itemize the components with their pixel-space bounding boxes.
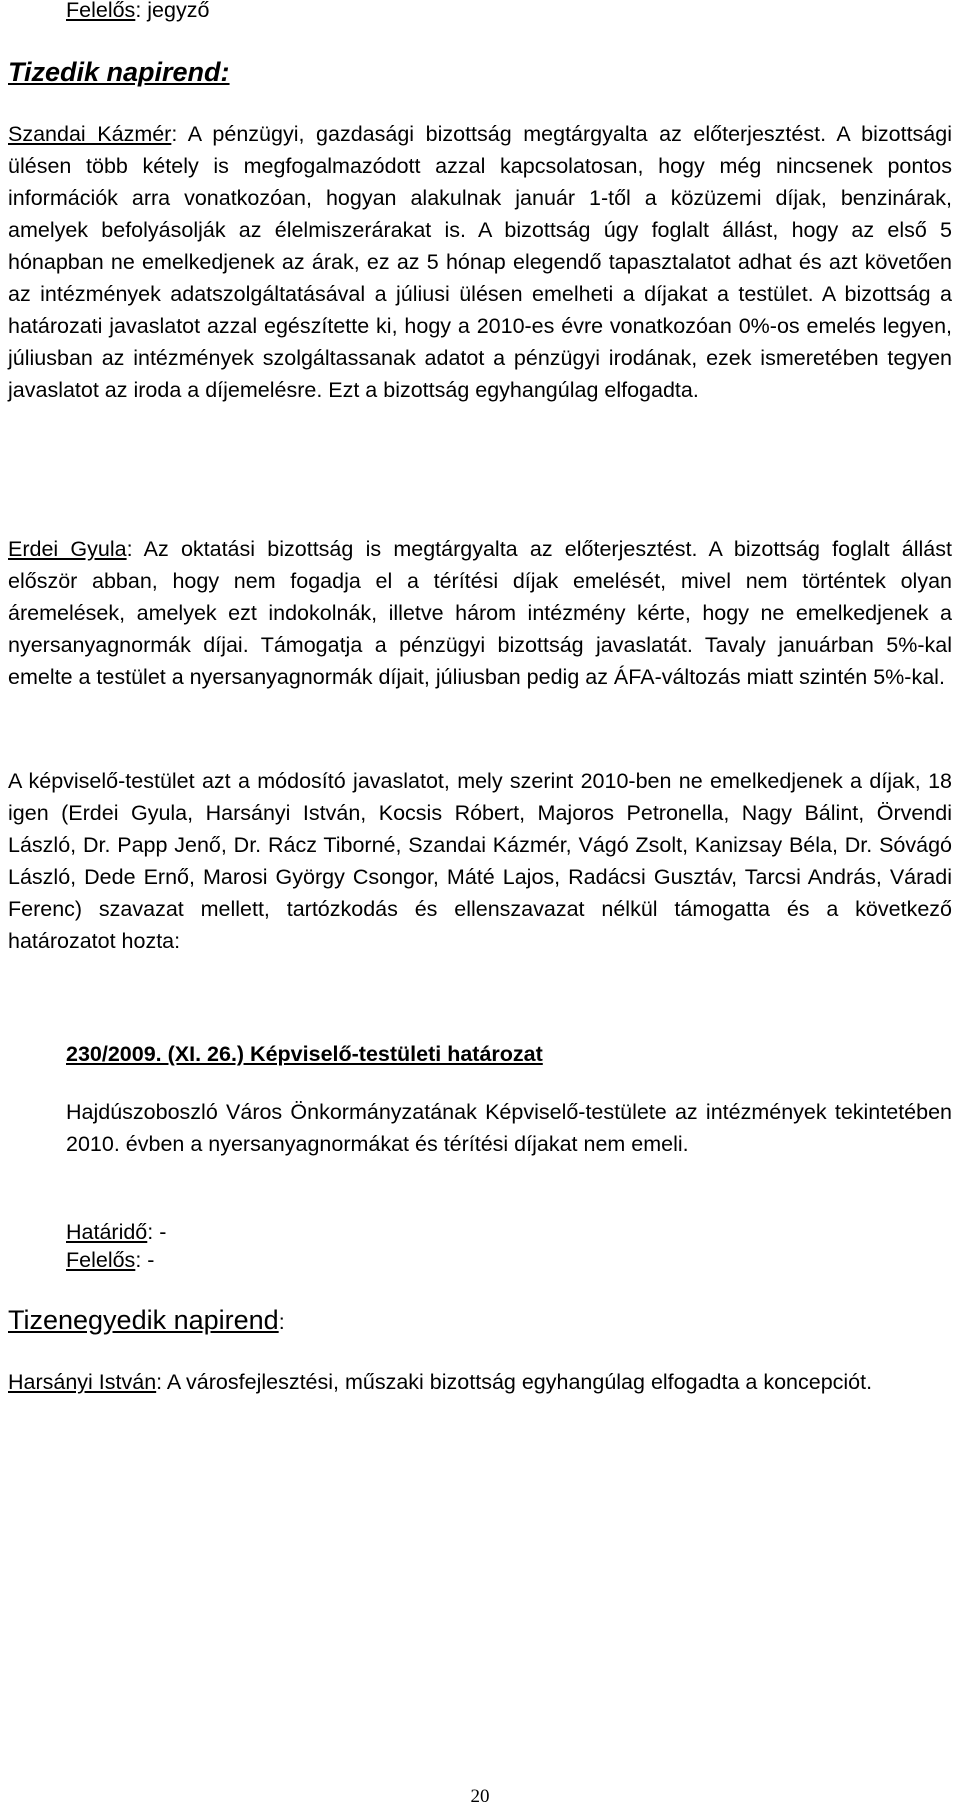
top-responsible-line (66, 0, 952, 26)
paragraph-text: : A pénzügyi, gazdasági bizottság megtárgyalta az előterjesztést. A bizottsági ülésen több kétely is megfogalmazódott azzal kapcsolatosan, hogy még nincsenek pontos információk arra vonatkozóan, hogyan alakulnak január 1-től a közüzemi díjak, benzinárak, amelyek befolyásolják az élelmiszerárakat is. A bizottság úgy foglalt állást, hogy az első 5 hónapban ne emelkedjenek az árak, ez az 5 hónap elegendő tapasztalatot adhat és azt követően az intézmények adatszolgáltatásával a júliusi ülésen emelheti a díjakat a testület. A bizottság a határozati javaslatot azzal egészítette ki, hogy a 2010-es évre vonatkozóan 0%-os emelés legyen, júliusban az intézmények szolgáltassanak adatot a pénzügyi irodának, ezek ismeretében tegyen javaslatot az iroda a díjemelésre. Ezt a bizottság egyhangúlag elfogadta. (8, 122, 952, 402)
speaker-name: Szandai Kázmér (8, 122, 172, 146)
responsible-value: : - (135, 1248, 155, 1272)
paragraph-vote: A képviselő-testület azt a módosító javaslatot, mely szerint 2010-ben ne emelkedjenek a díjak, 18 igen (Erdei Gyula, Harsányi István, Kocsis Róbert, Majoros Petronella, Nagy Bálint, Örvendi László, Dr. Papp Jenő, Dr. Rácz Tiborné, Szandai Kázmér, Vágó Zsolt, Kanizsay Béla, Dr. Sóvágó László, Dede Ernő, Marosi György Csongor, Máté Lajos, Radácsi Gusztáv, Tarcsi András, Váradi Ferenc) szavazat mellett, tartózkodás és ellenszavazat nélkül támogatta és a következő határozatot hozta: (8, 769, 952, 953)
resolution-body: Hajdúszoboszló Város Önkormányzatának Képviselő-testülete az intézmények tekintetében 2010. évben a nyersanyagnormákat és térítési díjakat nem emeli. (66, 1100, 952, 1156)
resolution-title: 230/2009. (XI. 26.) Képviselő-testületi határozat (66, 1042, 543, 1066)
section-heading-tenth: Tizedik napirend: (8, 57, 230, 87)
responsible-sep: : (135, 0, 148, 22)
responsible-label: Felelős (66, 1248, 136, 1272)
paragraph-text: : Az oktatási bizottság is megtárgyalta az előterjesztést. A bizottság foglalt állást először abban, hogy nem fogadja el a térítési díjak emelését, mivel nem történtek olyan áremelések, amelyek ezt indokolnák, illetve három intézmény kérte, hogy ne emelkedjenek a nyersanyagnormák díjai. Támogatja a pénzügyi bizottság javaslatát. Tavaly januárban 5%-kal emelte a testület a nyersanyagnormák díjait, júliusban pedig az ÁFA-változás miatt szintén 5%-kal. (8, 537, 952, 689)
paragraph-harsanyi (8, 1366, 952, 1398)
responsible-label: Felelős (66, 0, 136, 22)
paragraph-szandai (8, 118, 952, 406)
resolution-responsible (66, 1244, 952, 1276)
speaker-name: Erdei Gyula (8, 537, 127, 561)
deadline-value: : - (147, 1220, 167, 1244)
speaker-name: Harsányi István (8, 1370, 157, 1394)
paragraph-erdei (8, 533, 952, 693)
deadline-label: Határidő (66, 1220, 148, 1244)
responsible-value: jegyző (147, 0, 210, 22)
page-number: 20 (470, 1786, 490, 1807)
paragraph-text: : A városfejlesztési, műszaki bizottság egyhangúlag elfogadta a koncepciót. (156, 1370, 873, 1394)
section-heading-eleventh: Tizenegyedik napirend: (8, 1305, 285, 1335)
